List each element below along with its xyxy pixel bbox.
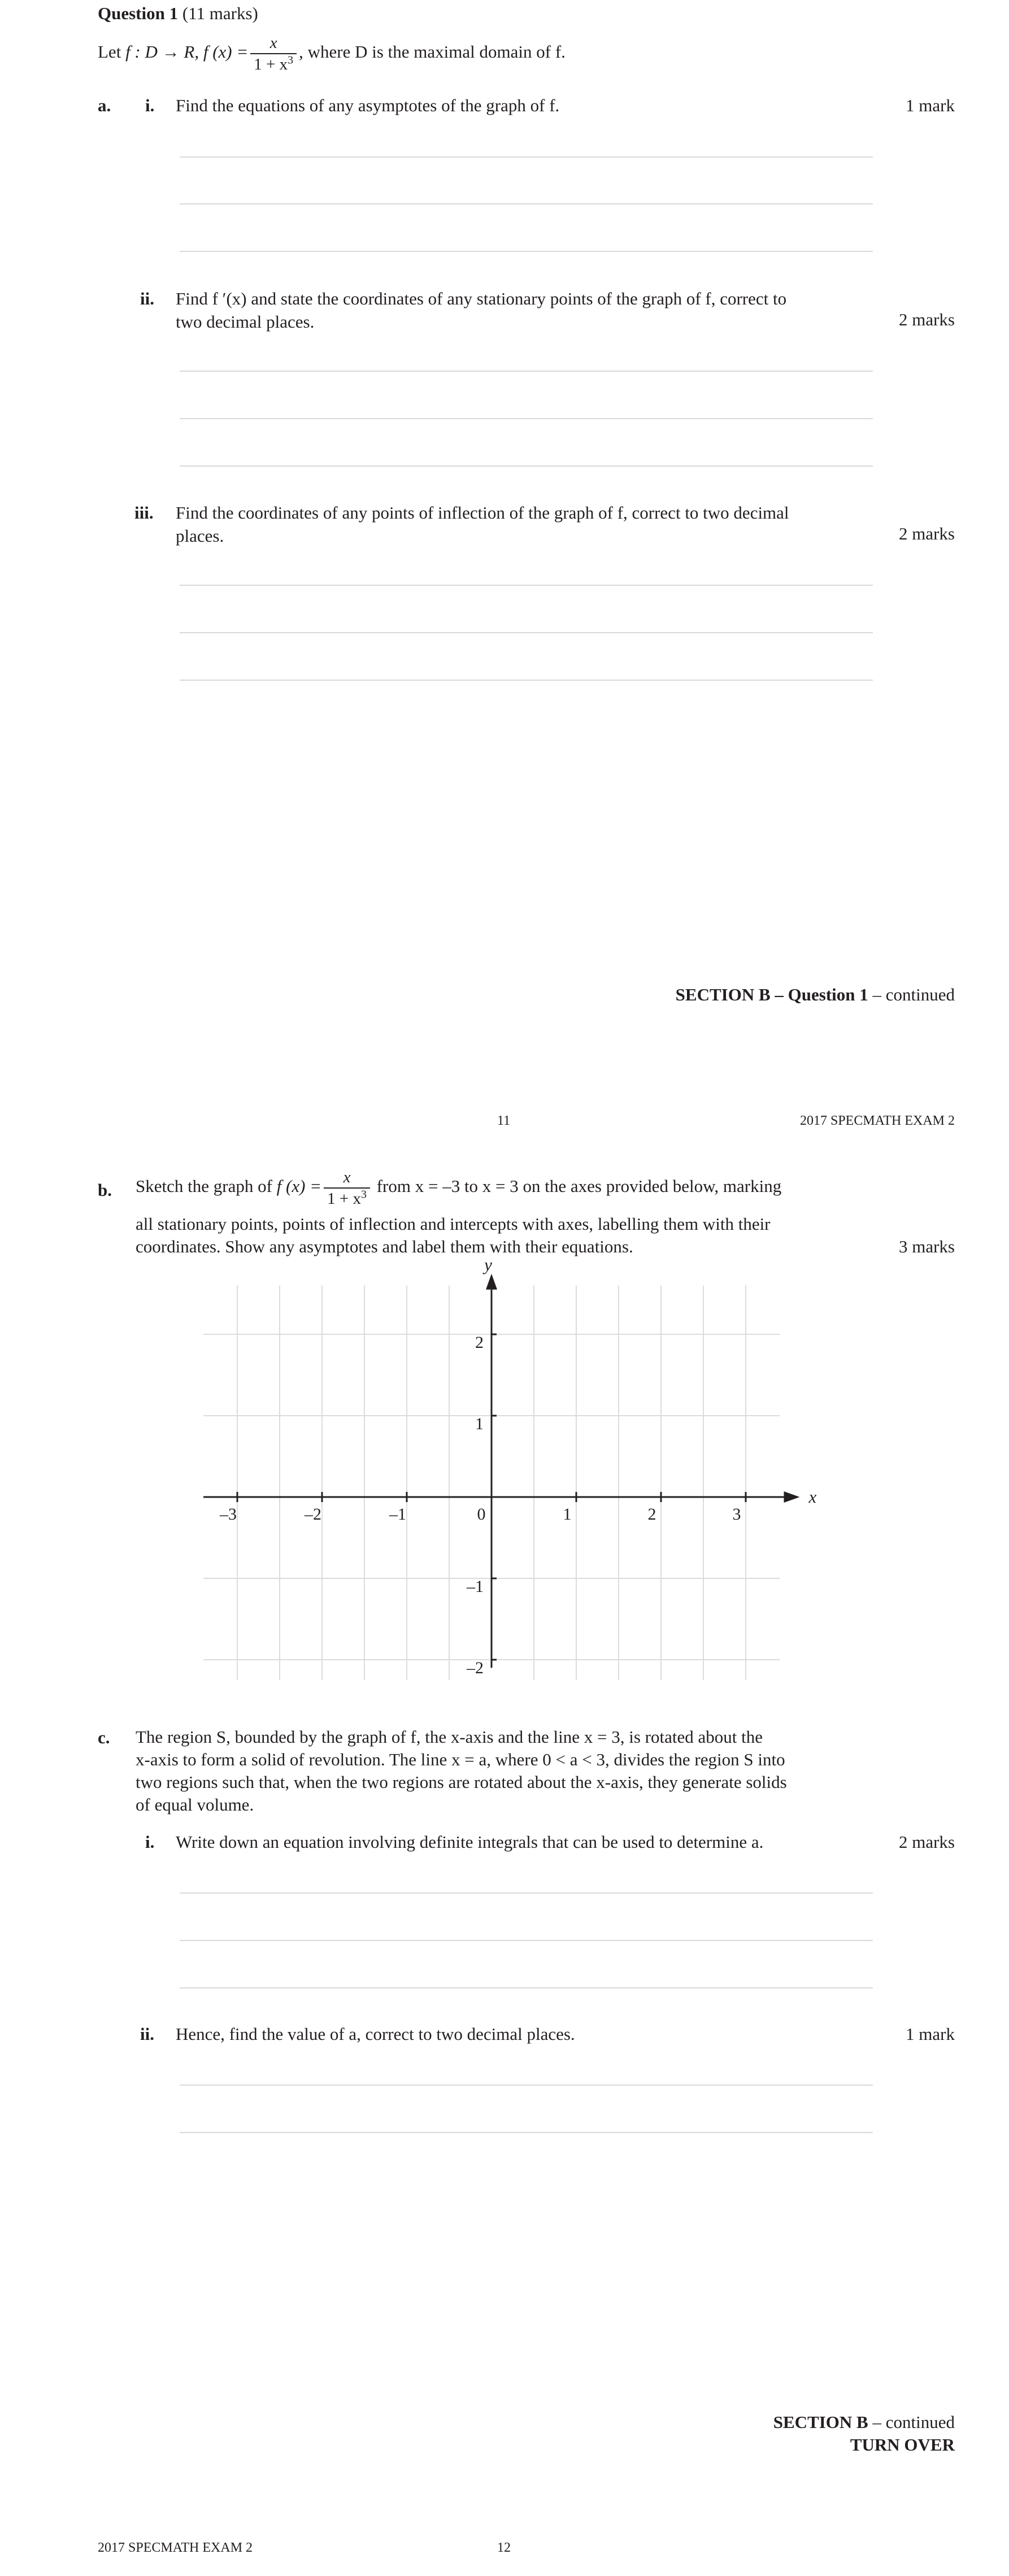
page-number: 11 xyxy=(497,1113,511,1128)
part-c-label: c. xyxy=(98,1728,110,1747)
part-b-marks: 3 marks xyxy=(898,1237,955,1256)
answer-line xyxy=(180,156,873,158)
part-a-iii-text: Find the coordinates of any points of inflection of the graph of f, correct to two decimal places. xyxy=(176,503,789,546)
x-tick-label: –1 xyxy=(389,1505,406,1524)
intro-suffix: , where D is the maximal domain of f. xyxy=(299,42,566,62)
answer-line xyxy=(180,680,873,681)
x-axis-label: x xyxy=(808,1487,817,1507)
part-a-i-text: Find the equations of any asymptotes of the graph of f. xyxy=(176,95,560,115)
part-a-label: a. xyxy=(98,95,111,115)
y-tick-label: 2 xyxy=(475,1333,484,1352)
answer-line xyxy=(180,1987,873,1988)
part-c-i-label: i. xyxy=(145,1832,155,1852)
question-intro: Let f : D → R, f (x) = $\frac{x}{1 + x^3}$ , where D is the maximal domain of f. xyxy=(98,34,566,73)
question-marks: (11 marks) xyxy=(182,3,258,23)
y-axis-label: y xyxy=(484,1254,492,1274)
part-b-line1: Sketch the graph of f (x) = $\frac{x}{1 + x^3}$ from x = –3 to x = 3 on the axes provided below, marking xyxy=(136,1168,782,1208)
answer-line xyxy=(180,418,873,419)
part-c-text: The region S, bounded by the graph of f, the x-axis and the line x = 3, is rotated about the x-axis to form a solid of revolution. The line x = a, where 0 < a < 3, divides the region S into two regions such that, when the two regions are rotated about the x-axis, they generate solids of equal volume. xyxy=(136,1727,787,1814)
part-a-iii-marks: 2 marks xyxy=(898,524,955,543)
x-tick-label: –3 xyxy=(220,1505,237,1524)
footer-exam-title: 2017 SPECMATH EXAM 2 xyxy=(98,2540,253,2555)
y-tick-label: 1 xyxy=(475,1415,484,1433)
part-b-line2: all stationary points, points of inflection and intercepts with axes, labelling them with their xyxy=(136,1214,771,1234)
y-axis-arrow xyxy=(486,1274,497,1290)
intro-mapping: f : D → R, xyxy=(125,42,199,62)
part-a-ii-label: ii. xyxy=(140,289,154,308)
sketch-axes xyxy=(192,1254,825,1695)
part-a-ii-text: Find f ′(x) and state the coordinates of any stationary points of the graph of f, correct to two decimal places. xyxy=(176,289,787,332)
part-a-iii-label: iii. xyxy=(134,503,154,523)
answer-line xyxy=(180,371,873,372)
part-a-i-label: i. xyxy=(145,95,155,115)
intro-func: f (x) = xyxy=(203,42,249,62)
turn-over: TURN OVER xyxy=(850,2435,955,2455)
part-c-ii-marks: 1 mark xyxy=(906,2024,955,2044)
footer-page-number: 12 xyxy=(497,2540,511,2555)
x-tick-label: 2 xyxy=(647,1505,656,1524)
part-b-fraction: $\frac{x}{1 + x^3}$ xyxy=(324,1167,370,1209)
x-axis-arrow xyxy=(784,1491,800,1503)
answer-line xyxy=(180,1940,873,1941)
x-tick-label: 0 xyxy=(477,1505,486,1524)
intro-fraction: $\frac{x}{1 + x^3}$ xyxy=(250,33,297,75)
part-c-ii-label: ii. xyxy=(140,2024,154,2044)
question-title: Question 1 xyxy=(98,3,179,23)
part-c-i-marks: 2 marks xyxy=(898,1832,955,1852)
x-tick-label: –2 xyxy=(305,1505,321,1524)
continued-note: SECTION B – Question 1 – continued xyxy=(675,985,955,1004)
answer-line xyxy=(180,1892,873,1894)
question-heading xyxy=(98,2,258,25)
answer-line xyxy=(180,2132,873,2133)
answer-line xyxy=(180,632,873,633)
answer-line xyxy=(180,2085,873,2086)
y-tick-label: –2 xyxy=(467,1659,484,1677)
part-a-ii-marks: 2 marks xyxy=(898,310,955,329)
part-b-label: b. xyxy=(98,1180,112,1200)
x-tick-label: 1 xyxy=(563,1505,572,1524)
x-tick-label: 3 xyxy=(732,1505,741,1524)
part-c-i-text: Write down an equation involving definite integrals that can be used to determine a. xyxy=(176,1832,764,1852)
part-a-i-marks: 1 mark xyxy=(906,95,955,115)
exam-title: 2017 SPECMATH EXAM 2 xyxy=(799,1113,955,1128)
y-tick-label: –1 xyxy=(467,1577,484,1596)
answer-line xyxy=(180,585,873,586)
answer-line xyxy=(180,203,873,204)
part-b-line3: coordinates. Show any asymptotes and label them with their equations. xyxy=(136,1237,633,1256)
part-c-ii-text: Hence, find the value of a, correct to two decimal places. xyxy=(176,2024,575,2044)
answer-line xyxy=(180,251,873,252)
answer-line xyxy=(180,465,873,467)
continued-note-2: SECTION B – continued xyxy=(773,2412,955,2432)
